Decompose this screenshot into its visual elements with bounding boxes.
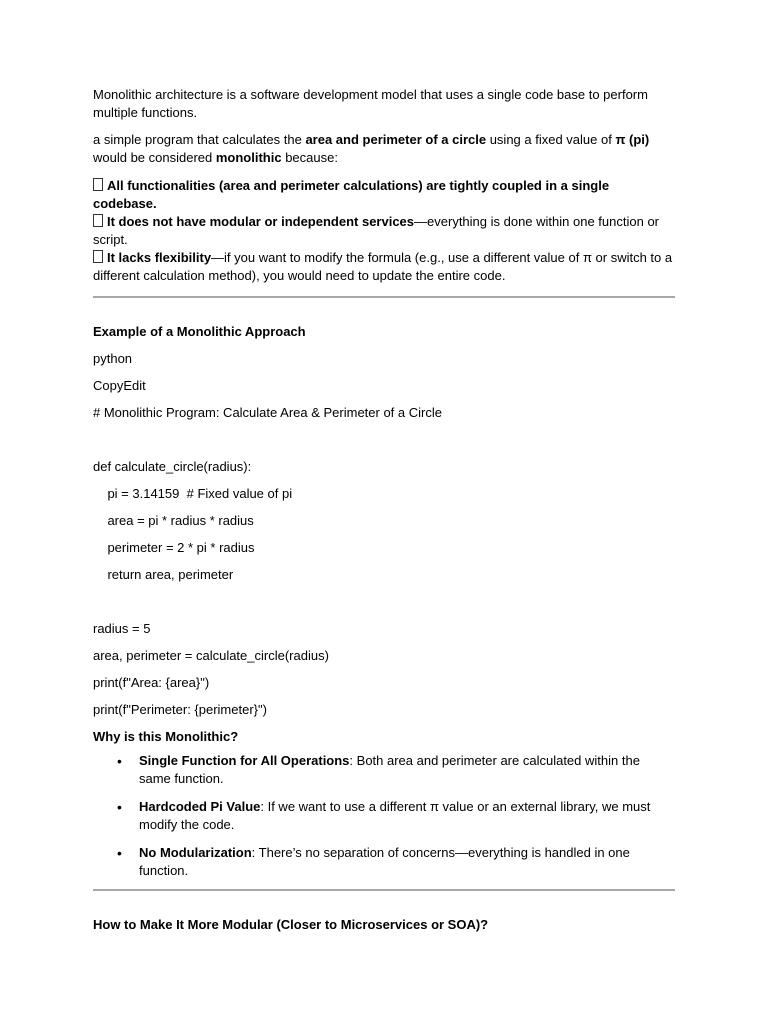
check-box-icon [93,178,103,191]
simple-pre: a simple program that calculates the [93,132,306,147]
code-line: print(f"Area: {area}") [93,675,210,690]
why-item-bold: Single Function for All Operations [139,753,350,768]
simple-post: because: [281,150,338,165]
code-line: # Monolithic Program: Calculate Area & Perimeter of a Circle [93,405,442,420]
why-list-item [139,844,675,880]
why-item-rest: : Both area and perimeter are calculated within the same function. [139,753,640,786]
reason-point [93,177,675,213]
code-line: pi = 3.14159 # Fixed value of pi [93,486,293,501]
code-line: return area, perimeter [93,567,234,582]
simple-bold-monolithic: monolithic [215,150,282,165]
code-line: def calculate_circle(radius): [93,459,252,474]
next-section-title: How to Make It More Modular (Closer to Microservices or SOA)? [93,917,489,932]
why-list [93,752,675,880]
reason-point-rest: —if you want to modify the formula (e.g., use a different value of π or switch to a different calculation method), you would need to update the entire code. [93,250,673,283]
why-list-item [139,752,675,788]
simple-program-paragraph [93,131,675,167]
simple-mid2: would be considered [93,150,216,165]
why-item-bold: Hardcoded Pi Value [139,799,261,814]
section-divider [93,889,675,891]
why-list-item [139,798,675,834]
why-item-rest: : If we want to use a different π value or an external library, we must modify the code. [139,799,651,832]
document-page [93,86,675,934]
section-divider [93,296,675,298]
check-box-icon [93,214,103,227]
check-box-icon [93,250,103,263]
why-item-bold: No Modularization [139,845,252,860]
copy-edit-link[interactable]: CopyEdit [93,378,146,393]
code-blank-line [93,422,675,449]
reason-point-bold: It lacks flexibility [107,250,212,265]
intro-paragraph: Monolithic architecture is a software development model that uses a single code base to perform multiple functions. [93,87,648,120]
reason-point [93,249,675,285]
why-title: Why is this Monolithic? [93,729,239,744]
code-line: perimeter = 2 * pi * radius [93,540,255,555]
code-line: radius = 5 [93,621,151,636]
reason-points [93,177,675,285]
code-language-label: python [93,351,133,366]
why-item-rest: : There’s no separation of concerns—everything is handled in one function. [139,845,630,878]
reason-point-bold: It does not have modular or independent services [107,214,415,229]
simple-mid: using a fixed value of [486,132,616,147]
example-title: Example of a Monolithic Approach [93,324,306,339]
code-line: print(f"Perimeter: {perimeter}") [93,702,267,717]
reason-point [93,213,675,249]
reason-point-rest: —everything is done within one function or script. [93,214,660,247]
code-blank-line [93,584,675,611]
code-line: area, perimeter = calculate_circle(radius) [93,648,329,663]
simple-bold-pi: π (pi) [615,132,650,147]
simple-bold-area: area and perimeter of a circle [305,132,487,147]
reason-point-bold: All functionalities (area and perimeter calculations) are tightly coupled in a single codebase. [93,178,610,211]
code-line: area = pi * radius * radius [93,513,254,528]
